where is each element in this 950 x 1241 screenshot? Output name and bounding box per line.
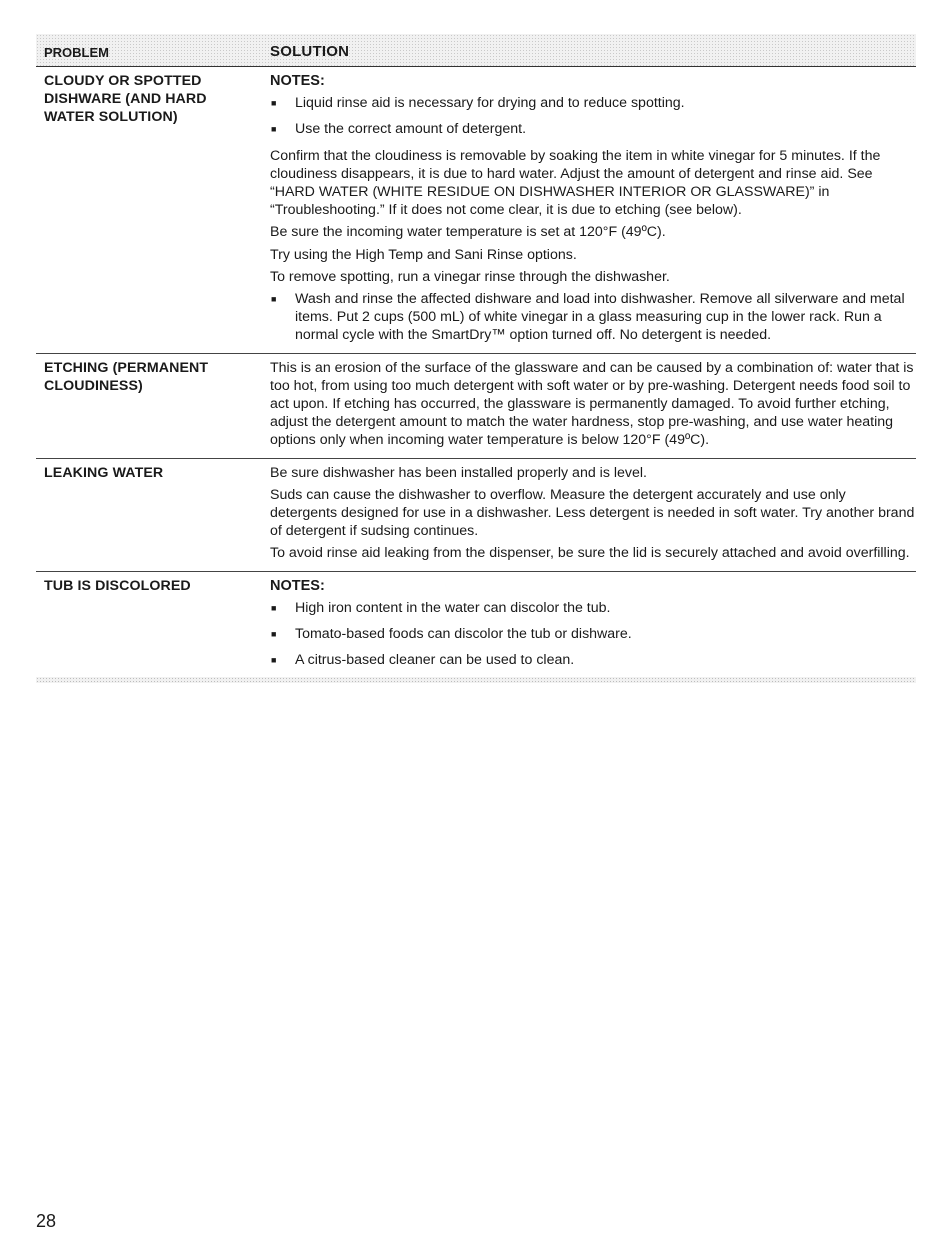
paragraph: This is an erosion of the surface of the glassware and can be caused by a combination of: water that is too hot, from using too much detergent with soft water or by pre-washing. Detergent needs food soil to act upon. If etching has occurred, the glassware is permanently damaged. To avoid further etching, adjust the detergent amount to match the water hardness, stop pre-washing, and use water heating options only when incoming water temperature is below 120°F (49ºC). [270,359,914,449]
notes-label: NOTES: [270,577,325,594]
paragraph: Be sure the incoming water temperature is set at 120°F (49ºC). [270,224,666,241]
troubleshooting-table [36,34,916,683]
table-row [36,459,916,572]
paragraph: To remove spotting, run a vinegar rinse through the dishwasher. [270,268,670,285]
table-header [36,34,916,67]
solution-cell [270,572,916,676]
list-item: ■ Liquid rinse aid is necessary for drying and to reduce spotting. [271,95,685,112]
paragraph: Try using the High Temp and Sani Rinse options. [270,246,577,263]
paragraph: To avoid rinse aid leaking from the dispenser, be sure the lid is securely attached and avoid overfilling. [270,545,910,562]
table-bottom-band [36,677,916,683]
list-item: ■ Wash and rinse the affected dishware and load into dishwasher. Remove all silverware and metal items. Put 2 cups (500 mL) of white vinegar in a glass measuring cup in the lower rack. Run a normal cycle with the SmartDry™ option turned off. No detergent is needed. [271,291,905,344]
bullet-icon: ■ [271,124,277,135]
problem-cell: TUB IS DISCOLORED [44,577,191,594]
paragraph: Confirm that the cloudiness is removable by soaking the item in white vinegar for 5 minutes. If the cloudiness disappears, it is due to hard water. Adjust the amount of detergent and rinse aid. See “HARD WATER (WHITE RESIDUE ON DISHWASHER INTERIOR OR GLASSWARE)” in “Troubleshooting.” If it does not come clear, it is due to etching (see below). [270,147,881,219]
solution-cell [270,67,916,351]
bullet-icon: ■ [271,629,277,640]
notes-label: NOTES: [270,73,325,89]
solution-cell [270,459,916,571]
solution-cell [270,354,916,458]
list-item: ■ Use the correct amount of detergent. [271,121,527,138]
paragraph: Be sure dishwasher has been installed properly and is level. [270,464,647,481]
list-item: ■ High iron content in the water can discolor the tub. [271,599,611,616]
paragraph: Suds can cause the dishwasher to overflow. Measure the detergent accurately and use only detergents designed for use in a dishwasher. Less detergent is needed in soft water. Try another brand of detergent if sudsing continues. [270,486,915,540]
bullet-icon: ■ [271,98,277,109]
problem-cell: CLOUDY OR SPOTTED DISHWARE (AND HARD WATER SOLUTION) [44,73,207,125]
bullet-icon: ■ [271,294,277,305]
header-problem: PROBLEM [44,45,109,60]
table-row [36,354,916,459]
list-item: ■ A citrus-based cleaner can be used to clean. [271,652,575,669]
table-row [36,572,916,676]
page-number: 28 [36,1211,57,1231]
table-row [36,67,916,354]
problem-cell: LEAKING WATER [44,464,164,481]
bullet-icon: ■ [271,602,277,613]
bullet-icon: ■ [271,655,277,666]
header-solution: SOLUTION [270,43,350,60]
list-item: ■ Tomato-based foods can discolor the tub or dishware. [271,626,632,643]
problem-cell: ETCHING (PERMANENT CLOUDINESS) [44,359,209,394]
